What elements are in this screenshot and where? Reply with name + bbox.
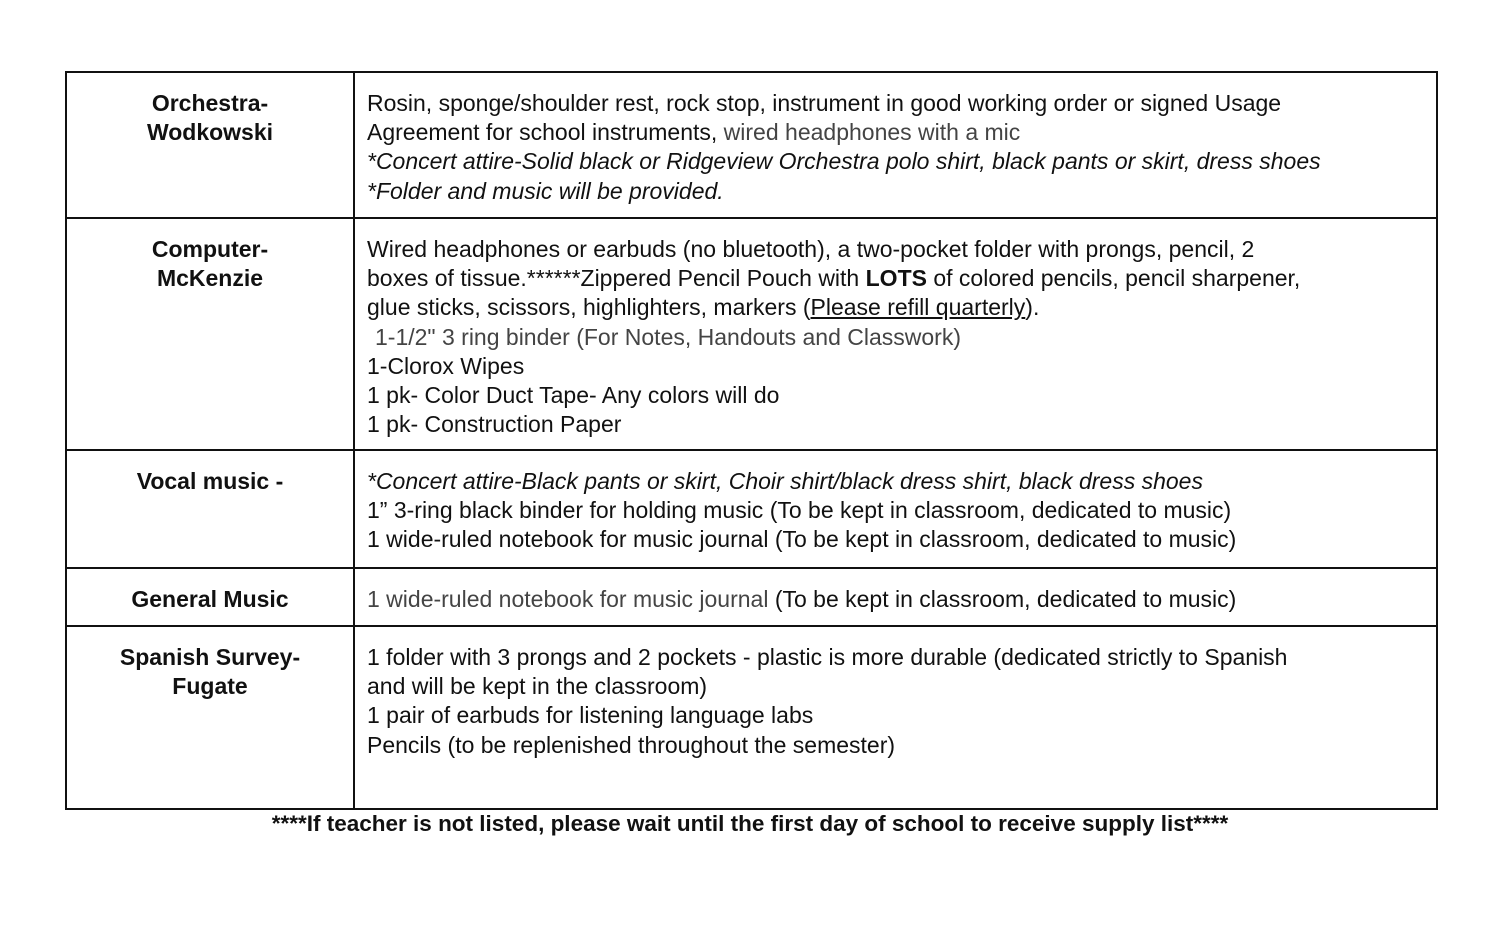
computer-line-6: 1 pk- Color Duct Tape- Any colors will do (367, 382, 780, 409)
subject-spanish (66, 626, 354, 809)
items-orchestra (354, 72, 1437, 218)
supply-list-table (65, 71, 1438, 810)
table-row-orchestra (66, 72, 1437, 218)
general-line-1b: (To be kept in classroom, dedicated to music) (768, 586, 1237, 612)
items-computer (354, 218, 1437, 450)
computer-line-1: Wired headphones or earbuds (no bluetooth), a two-pocket folder with prongs, pencil, 2 (367, 236, 1255, 262)
orchestra-line-4: *Folder and music will be provided. (367, 177, 724, 204)
general-line-1 (367, 585, 1426, 614)
orchestra-line-2a: Agreement for school instruments, (367, 119, 718, 146)
spanish-line-2: and will be kept in the classroom) (367, 673, 708, 700)
computer-line-3a: glue sticks, scissors, highlighters, markers ( (367, 294, 811, 321)
spanish-line-4: Pencils (to be replenished throughout the semester) (367, 731, 896, 758)
orchestra-line-3: *Concert attire-Solid black or Ridgeview Orchestra polo shirt, black pants or skirt, dress shoes (367, 148, 1321, 175)
orchestra-line-2 (367, 118, 1426, 147)
footer-note: ****If teacher is not listed, please wait until the first day of school to receive supply list**** (271, 811, 1229, 836)
computer-line-3 (367, 293, 1426, 322)
computer-line-4: 1-1/2" 3 ring binder (For Notes, Handouts and Classwork) (375, 323, 961, 350)
computer-line-7: 1 pk- Construction Paper (367, 411, 622, 438)
table-row-vocal (66, 450, 1437, 568)
items-spanish (354, 626, 1437, 809)
table-row-computer (66, 218, 1437, 450)
subject-orchestra (66, 72, 354, 218)
subject-vocal (66, 450, 354, 568)
items-vocal (354, 450, 1437, 568)
spanish-line-3: 1 pair of earbuds for listening language labs (367, 702, 814, 729)
computer-line-3b: Please refill quarterly (810, 294, 1026, 321)
orchestra-line-1: Rosin, sponge/shoulder rest, rock stop, instrument in good working order or signed Usage (367, 90, 1282, 116)
subject-computer-line-1: Computer- (151, 236, 269, 262)
subject-general-line-1: General Music (131, 586, 289, 612)
orchestra-line-2b: wired headphones with a mic (717, 119, 1021, 146)
subject-computer (66, 218, 354, 450)
computer-line-2 (367, 264, 1426, 293)
spanish-line-1: 1 folder with 3 prongs and 2 pockets - plastic is more durable (dedicated strictly to Spanish (367, 644, 1288, 670)
subject-orchestra-line-1: Orchestra- (151, 90, 269, 116)
vocal-line-1: *Concert attire-Black pants or skirt, Choir shirt/black dress shirt, black dress shoes (367, 468, 1203, 494)
table-row-spanish (66, 626, 1437, 809)
general-line-1a: 1 wide-ruled notebook for music journal (367, 586, 769, 612)
computer-line-2b: LOTS (865, 265, 927, 292)
subject-spanish-line-1: Spanish Survey- (119, 644, 301, 670)
subject-general-music (66, 568, 354, 626)
computer-line-5: 1-Clorox Wipes (367, 352, 525, 379)
subject-computer-line-2: McKenzie (156, 265, 264, 292)
subject-spanish-line-2: Fugate (172, 673, 248, 700)
computer-line-2c: of colored pencils, pencil sharpener, (926, 265, 1301, 292)
items-general-music (354, 568, 1437, 626)
table-row-general-music (66, 568, 1437, 626)
computer-line-3c: ). (1025, 294, 1040, 321)
vocal-line-3: 1 wide-ruled notebook for music journal (To be kept in classroom, dedicated to music) (367, 526, 1237, 553)
subject-vocal-line-1: Vocal music - (136, 468, 284, 494)
vocal-line-2: 1” 3-ring black binder for holding music (To be kept in classroom, dedicated to music) (367, 497, 1232, 524)
subject-orchestra-line-2: Wodkowski (146, 119, 274, 146)
computer-line-2a: boxes of tissue.******Zippered Pencil Pouch with (367, 265, 866, 292)
